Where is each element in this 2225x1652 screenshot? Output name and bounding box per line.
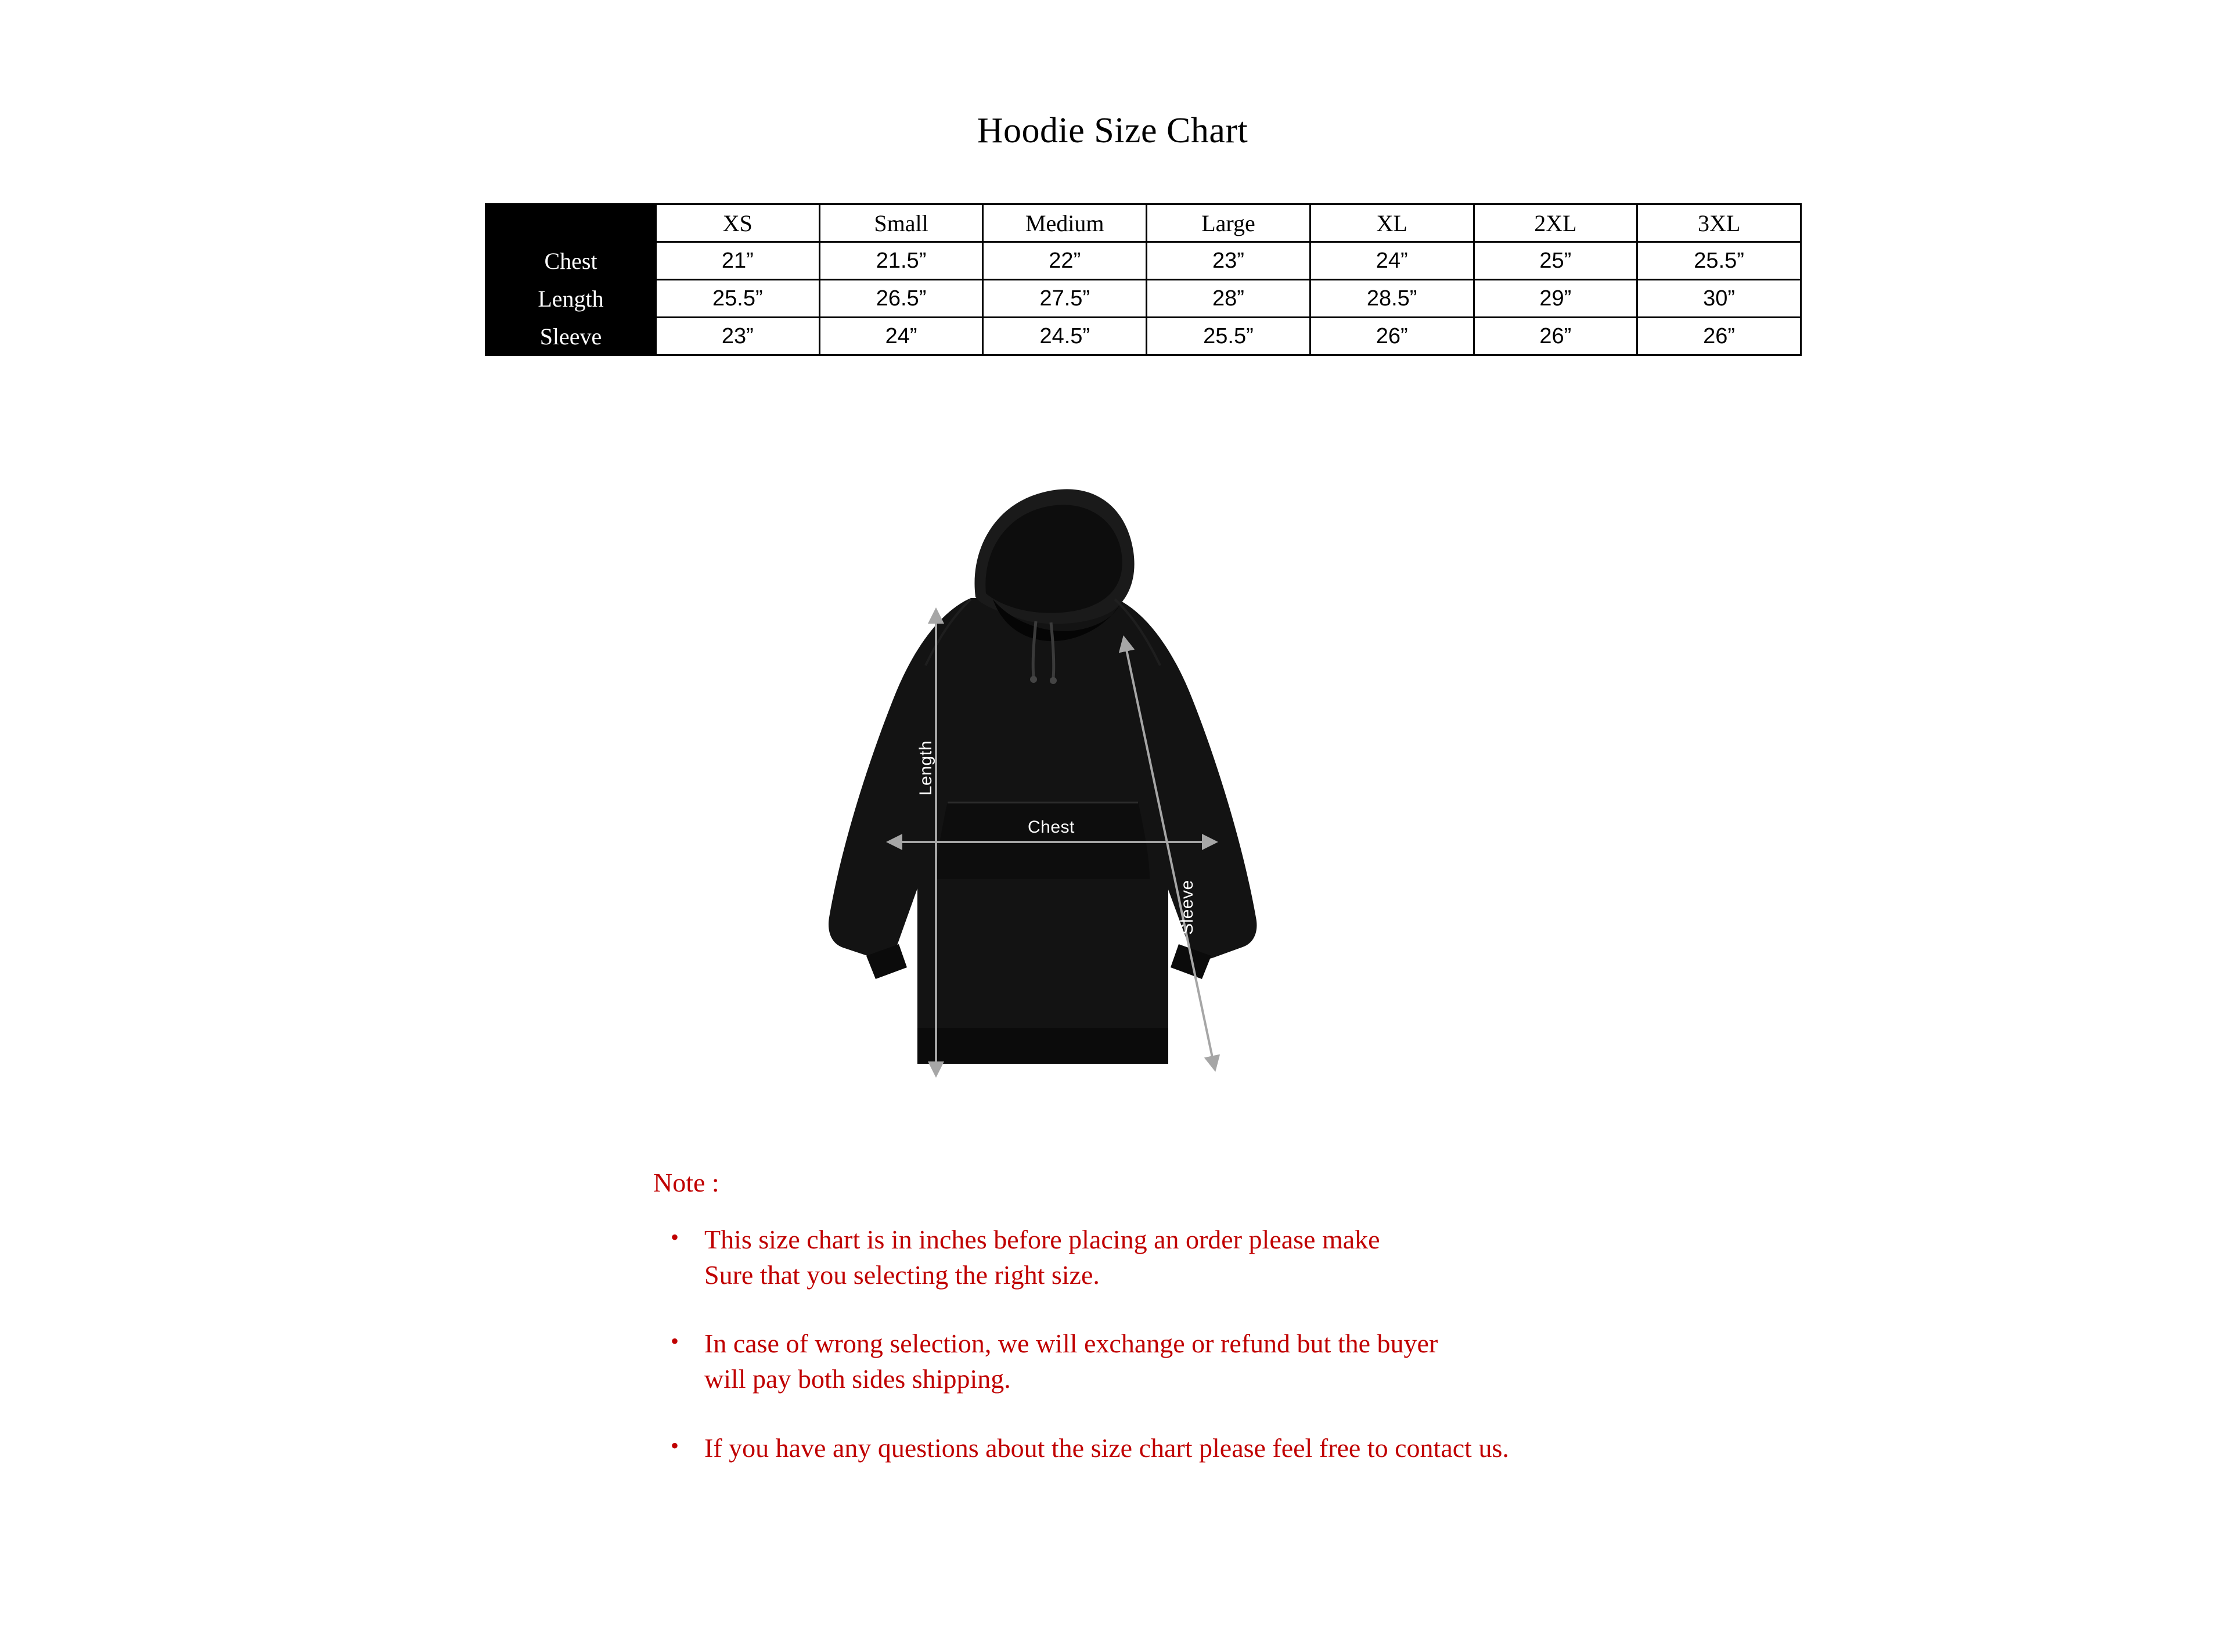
cell-length-xs: 25.5”	[656, 280, 820, 318]
list-item	[653, 1326, 1873, 1397]
table-row	[486, 242, 1801, 280]
cell-chest-xs: 21”	[656, 242, 820, 280]
cell-chest-xl: 24”	[1310, 242, 1474, 280]
cell-length-xl: 28.5”	[1310, 280, 1474, 318]
column-header-large: Large	[1147, 204, 1310, 242]
bullet-icon: •	[671, 1224, 679, 1250]
bullet-icon: •	[671, 1432, 679, 1459]
measure-label-length: Length	[916, 740, 935, 796]
note-line-1: In case of wrong selection, we will exchange or refund but the buyer	[704, 1329, 1438, 1359]
cell-chest-large: 23”	[1147, 242, 1310, 280]
size-chart-table-container	[485, 203, 1802, 356]
cell-length-large: 28”	[1147, 280, 1310, 318]
table-corner-cell	[486, 204, 656, 242]
list-item	[653, 1222, 1873, 1293]
column-header-small: Small	[819, 204, 983, 242]
cell-sleeve-3xl: 26”	[1637, 318, 1801, 355]
column-header-medium: Medium	[983, 204, 1147, 242]
cell-sleeve-xl: 26”	[1310, 318, 1474, 355]
cell-sleeve-2xl: 26”	[1474, 318, 1637, 355]
cell-length-small: 26.5”	[819, 280, 983, 318]
column-header-xs: XS	[656, 204, 820, 242]
cell-length-3xl: 30”	[1637, 280, 1801, 318]
cell-length-2xl: 29”	[1474, 280, 1637, 318]
bullet-icon: •	[671, 1328, 679, 1355]
table-row	[486, 318, 1801, 355]
hoodie-graphic	[801, 447, 1452, 1103]
column-header-3xl: 3XL	[1637, 204, 1801, 242]
cell-sleeve-small: 24”	[819, 318, 983, 355]
note-line-2: will pay both sides shipping.	[704, 1364, 1011, 1394]
row-header-length: Length	[486, 280, 656, 318]
measure-label-chest: Chest	[1028, 818, 1075, 837]
cell-chest-medium: 22”	[983, 242, 1147, 280]
note-line-1: This size chart is in inches before placing an order please make	[704, 1225, 1380, 1254]
notes-heading: Note :	[653, 1168, 719, 1197]
table-row	[486, 280, 1801, 318]
column-header-xl: XL	[1310, 204, 1474, 242]
note-line-2: Sure that you selecting the right size.	[704, 1259, 1100, 1290]
table-header-row	[486, 204, 1801, 242]
cell-chest-3xl: 25.5”	[1637, 242, 1801, 280]
list-item	[653, 1431, 1873, 1466]
cell-sleeve-xs: 23”	[656, 318, 820, 355]
size-chart-table	[485, 203, 1802, 356]
cell-length-medium: 27.5”	[983, 280, 1147, 318]
hoodie-body-shape	[829, 489, 1256, 1064]
cell-chest-2xl: 25”	[1474, 242, 1637, 280]
page-title: Hoodie Size Chart	[977, 111, 1248, 150]
hoodie-illustration	[801, 447, 1452, 1103]
measure-label-sleeve: Sleeve	[1178, 880, 1197, 935]
notes-list	[653, 1222, 1873, 1466]
row-header-chest: Chest	[486, 242, 656, 280]
notes-section	[653, 1167, 1873, 1466]
cell-sleeve-medium: 24.5”	[983, 318, 1147, 355]
column-header-2xl: 2XL	[1474, 204, 1637, 242]
row-header-sleeve: Sleeve	[486, 318, 656, 355]
note-line-1: If you have any questions about the size chart please feel free to contact us.	[704, 1433, 1509, 1463]
cell-sleeve-large: 25.5”	[1147, 318, 1310, 355]
cell-chest-small: 21.5”	[819, 242, 983, 280]
